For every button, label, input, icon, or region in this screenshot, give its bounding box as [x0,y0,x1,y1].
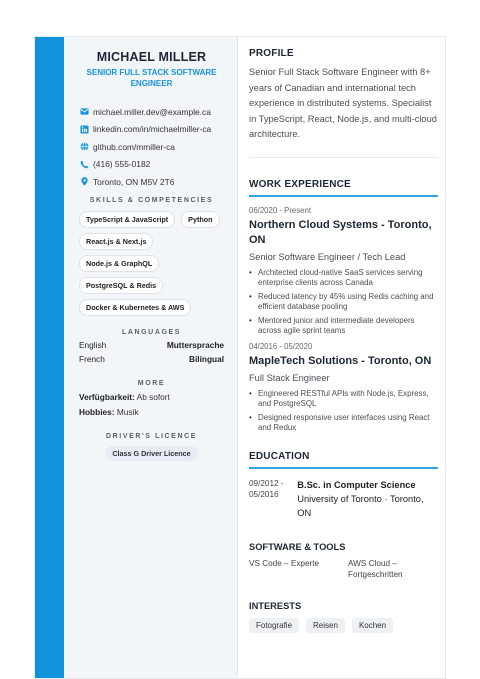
education-entry [249,478,438,520]
contact-email[interactable] [79,103,224,121]
contact-phone-text: (416) 555-0182 [93,159,151,170]
job-bullets [249,389,438,434]
skill-chip: Docker & Kubernetes & AWS [79,299,191,316]
job-bullet: • Architected cloud-native SaaS services serving enterprise clients across Canada [249,268,438,289]
more-row [79,407,224,417]
language-row [79,340,224,350]
more-row [79,392,224,402]
contact-linkedin-text: linkedin.com/in/michaelmiller-ca [93,124,212,135]
education-date: 09/2012 - 05/2016 [249,478,284,499]
profile-text: Senior Full Stack Software Engineer with 8+ years of Canadian and international tech experience in distributed systems. Specialist in TypeScript, React, Node.js, and multi-cloud architecture. [249,67,437,139]
job-entry [249,342,438,434]
education-body [297,478,438,520]
skill-chip: React.js & Next.js [79,233,153,250]
globe-icon [79,142,89,152]
job-title-subtitle: SENIOR FULL STACK SOFTWARE ENGINEER [86,68,217,88]
job-role: Senior Software Engineer / Tech Lead [249,251,406,262]
more-heading: MORE [137,379,166,387]
heading-underline [249,467,438,469]
language-level: Bilingual [188,353,224,364]
job-bullet: • Engineered RESTful APIs with Node.js, Express, and PostgreSQL [249,389,438,410]
email-icon [79,107,89,117]
sidebar [64,37,238,678]
languages-heading: LANGUAGES [121,328,182,336]
education-school: University of Toronto · Toronto, ON [297,493,424,518]
skills-heading: SKILLS & COMPETENCIES [89,196,214,204]
tool-item: AWS Cloud – Fortgeschritten [348,558,403,579]
location-pin-icon [79,177,89,187]
job-entry [249,206,438,337]
contact-list [79,103,224,191]
language-row [79,354,224,364]
driver-heading: DRIVER'S LICENCE [105,432,198,440]
job-bullets [249,268,438,337]
driver-licence-chip: Class G Driver Licence [105,446,197,461]
interest-chip: Reisen [306,618,345,633]
contact-github[interactable] [79,138,224,156]
contact-linkedin[interactable] [79,121,224,139]
phone-icon [79,159,89,169]
skills-list [79,211,224,316]
contact-github-text: github.com/mmiller-ca [93,141,175,152]
skill-chip: TypeScript & JavaScript [79,211,175,228]
more-label: Verfügbarkeit: [79,391,135,402]
job-role: Full Stack Engineer [249,372,330,383]
resume-page [34,36,446,679]
language-name: English [79,339,107,350]
skill-chip: PostgreSQL & Redis [79,277,163,294]
job-bullet: • Reduced latency by 45% using Redis caching and efficient database pooling [249,292,438,313]
education-heading: EDUCATION [249,450,310,462]
experience-heading: WORK EXPERIENCE [249,178,351,190]
tools-list [249,558,438,581]
contact-location-text: Toronto, ON M5V 2T6 [93,176,175,187]
job-company: MapleTech Solutions - Toronto, ON [249,354,432,367]
language-level: Muttersprache [166,339,224,350]
tools-heading: SOFTWARE & TOOLS [249,541,346,552]
section-divider [249,157,438,158]
skill-chip: Python [181,211,219,228]
job-date: 04/2016 - 05/2020 [249,341,313,351]
more-value: Musik [116,406,139,417]
language-name: French [79,353,105,364]
contact-phone[interactable] [79,156,224,174]
job-bullet: • Mentored junior and intermediate developers across agile sprint teams [249,316,438,337]
job-date: 06/2020 - Present [249,205,311,215]
contact-email-text: michael.miller.dev@example.ca [93,106,211,117]
skill-chip: Node.js & GraphQL [79,255,159,272]
interests-list [249,618,438,633]
job-bullet: • Designed responsive user interfaces using React and Redux [249,413,438,434]
more-value: Ab sofort [136,391,170,402]
accent-bar [35,37,64,678]
candidate-name: MICHAEL MILLER [96,50,207,64]
interests-heading: INTERESTS [249,600,302,611]
tool-item: VS Code – Experte [249,558,320,568]
profile-heading: PROFILE [249,48,294,59]
more-label: Hobbies: [79,406,115,417]
main-content [238,37,446,678]
linkedin-icon [79,124,89,134]
contact-location [79,173,224,191]
job-company: Northern Cloud Systems - Toronto, ON [249,218,432,246]
interest-chip: Fotografie [249,618,299,633]
interest-chip: Kochen [352,618,393,633]
education-degree: B.Sc. in Computer Science [297,479,416,490]
heading-underline [249,195,438,197]
